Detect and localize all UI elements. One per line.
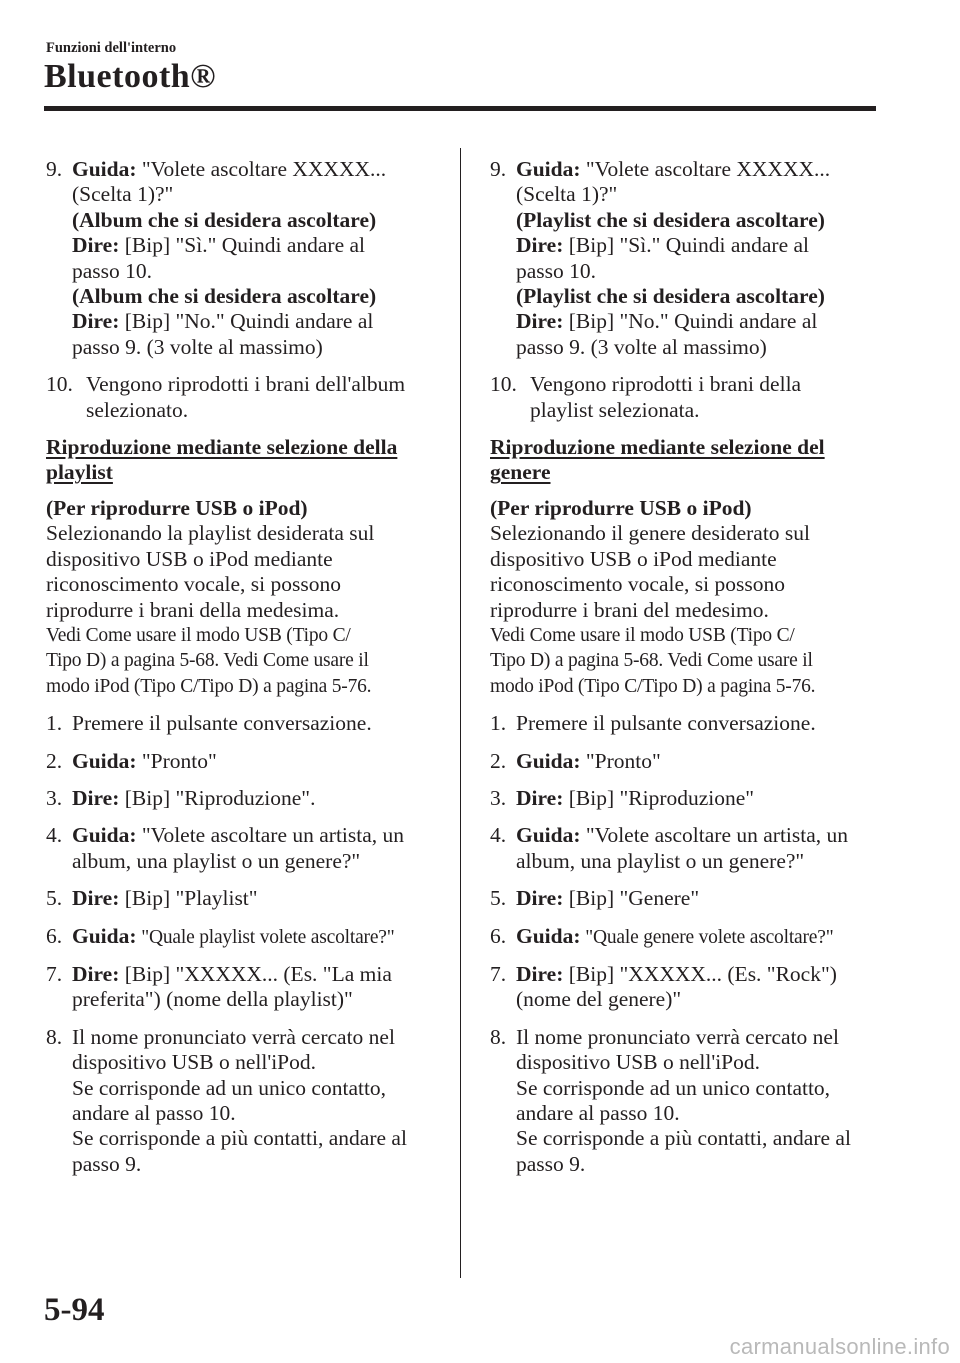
- page-title: Bluetooth®: [44, 58, 217, 95]
- header-rule: [44, 106, 876, 111]
- say-label: Dire:: [72, 785, 120, 810]
- guide-label: Guida:: [516, 823, 581, 848]
- page-reference: modo iPod (Tipo C/Tipo D) a pagina 5-76.: [46, 675, 372, 697]
- step-text: "Volete ascoltare XXXXX...: [580, 157, 831, 181]
- say-label: Dire:: [72, 961, 120, 986]
- page-reference: Vedi Come usare il modo USB (Tipo C/: [490, 624, 795, 646]
- guide-label: Guida:: [72, 923, 137, 948]
- guide-label: Guida:: [516, 923, 581, 948]
- column-divider: [460, 148, 461, 1278]
- step-10: [490, 372, 890, 423]
- guide-label: Guida:: [516, 748, 581, 773]
- right-column: [490, 157, 890, 1189]
- step-condition: (Album che si desidera ascoltare): [72, 284, 377, 309]
- step-9: [490, 157, 890, 360]
- step-4: 4. Guida: "Volete ascoltare un artista, un album, una playlist o un genere?": [46, 823, 405, 873]
- step-5: 5. Dire: [Bip] "Genere": [490, 886, 700, 911]
- step-number: 10.: [490, 372, 517, 397]
- step-text: Premere il pulsante conversazione.: [72, 711, 372, 736]
- step-number: 10.: [46, 372, 73, 397]
- step-text: passo 10.: [72, 258, 153, 283]
- step-2: 2. Guida: "Pronto": [46, 748, 217, 773]
- step-7: 7. Dire: [Bip] "XXXXX... (Es. "Rock") (nome del genere)": [490, 961, 837, 1012]
- step-text: Vengono riprodotti i brani della: [530, 372, 802, 397]
- step-text: passo 10.: [516, 258, 597, 283]
- step-number: 9.: [490, 157, 507, 181]
- step-8: 8. Il nome pronunciato verrà cercato nel dispositivo USB o nell'iPod. Se corrisponde ad un unico contatto, andare al passo 10. Se corrisponde a più contatti, andare al passo 9.: [490, 1024, 851, 1176]
- step-10: [46, 372, 446, 423]
- guide-label: Guida:: [72, 748, 137, 773]
- step-6: 6. Guida: "Quale genere volete ascoltare?": [490, 923, 834, 948]
- step-text: Premere il pulsante conversazione.: [516, 711, 816, 736]
- step-8: 8. Il nome pronunciato verrà cercato nel dispositivo USB o nell'iPod. Se corrisponde ad un unico contatto, andare al passo 10. Se corrisponde a più contatti, andare al passo 9.: [46, 1024, 407, 1176]
- step-text: (Scelta 1)?": [72, 182, 174, 207]
- step-text: [Bip] "Sì." Quindi andare al: [563, 233, 810, 258]
- say-label: Dire:: [72, 233, 120, 258]
- step-text: passo 9. (3 volte al massimo): [516, 334, 767, 359]
- say-label: Dire:: [72, 886, 120, 911]
- step-4: 4. Guida: "Volete ascoltare un artista, un album, una playlist o un genere?": [490, 823, 849, 873]
- step-text: [Bip] "Sì." Quindi andare al: [119, 233, 366, 258]
- step-1: 1. Premere il pulsante conversazione.: [46, 711, 372, 736]
- step-text: passo 9. (3 volte al massimo): [72, 334, 323, 359]
- step-5: 5. Dire: [Bip] "Playlist": [46, 886, 258, 911]
- section-header: Funzioni dell'interno: [46, 40, 177, 56]
- step-text: selezionato.: [86, 397, 189, 422]
- step-condition: (Playlist che si desidera ascoltare): [516, 207, 825, 232]
- step-6: 6. Guida: "Quale playlist volete ascoltare?": [46, 923, 395, 948]
- say-label: Dire:: [516, 309, 564, 334]
- intro-paragraph: (Per riprodurre USB o iPod) Selezionando il genere desiderato sul dispositivo USB o iPod mediante riconoscimento vocale, si possono riprodurre i brani del medesimo. Vedi Come usare il modo USB (Tipo C/ Tipo D) a pagina 5-68. Vedi Come usare il modo iPod (Tipo C/Tipo D) a pagina 5-76.: [490, 496, 890, 699]
- say-label: Dire:: [516, 233, 564, 258]
- say-label: Dire:: [516, 961, 564, 986]
- say-label: Dire:: [516, 785, 564, 810]
- guide-label: Guida:: [516, 157, 581, 181]
- step-text: [Bip] "No." Quindi andare al: [119, 309, 374, 334]
- step-1: 1. Premere il pulsante conversazione.: [490, 711, 816, 736]
- step-9: [46, 157, 446, 360]
- step-text: "Volete ascoltare XXXXX...: [136, 157, 387, 181]
- page-reference: Tipo D) a pagina 5-68. Vedi Come usare il: [46, 650, 369, 672]
- guide-label: Guida:: [72, 823, 137, 848]
- step-2: 2. Guida: "Pronto": [490, 748, 661, 773]
- left-column: [46, 157, 446, 1189]
- intro-paragraph: (Per riprodurre USB o iPod) Selezionando la playlist desiderata sul dispositivo USB o iPod mediante riconoscimento vocale, si possono riprodurre i brani della medesima. Vedi Come usare il modo USB (Tipo C/ Tipo D) a pagina 5-68. Vedi Come usare il modo iPod (Tipo C/Tipo D) a pagina 5-76.: [46, 496, 446, 699]
- guide-label: Guida:: [72, 157, 137, 181]
- step-condition: (Album che si desidera ascoltare): [72, 207, 377, 232]
- subsection-heading: Riproduzione mediante selezione della playlist: [46, 435, 398, 485]
- page-reference: Vedi Come usare il modo USB (Tipo C/: [46, 624, 351, 646]
- step-text: playlist selezionata.: [530, 397, 700, 422]
- step-condition: (Playlist che si desidera ascoltare): [516, 284, 825, 309]
- say-label: Dire:: [72, 309, 120, 334]
- step-text: (Scelta 1)?": [516, 182, 618, 207]
- step-text: Vengono riprodotti i brani dell'album: [86, 372, 406, 397]
- page-number: 5-94: [44, 1292, 105, 1328]
- step-7: 7. Dire: [Bip] "XXXXX... (Es. "La mia preferita") (nome della playlist)": [46, 961, 392, 1012]
- watermark: carmanualsonline.info: [729, 1334, 950, 1359]
- step-number: 9.: [46, 157, 63, 181]
- step-3: 3. Dire: [Bip] "Riproduzione": [490, 785, 755, 810]
- step-text: [Bip] "No." Quindi andare al: [563, 309, 818, 334]
- subsection-heading: Riproduzione mediante selezione del genere: [490, 435, 825, 485]
- step-3: 3. Dire: [Bip] "Riproduzione".: [46, 785, 316, 810]
- page-reference: Tipo D) a pagina 5-68. Vedi Come usare il: [490, 650, 813, 672]
- page-reference: modo iPod (Tipo C/Tipo D) a pagina 5-76.: [490, 675, 816, 697]
- say-label: Dire:: [516, 886, 564, 911]
